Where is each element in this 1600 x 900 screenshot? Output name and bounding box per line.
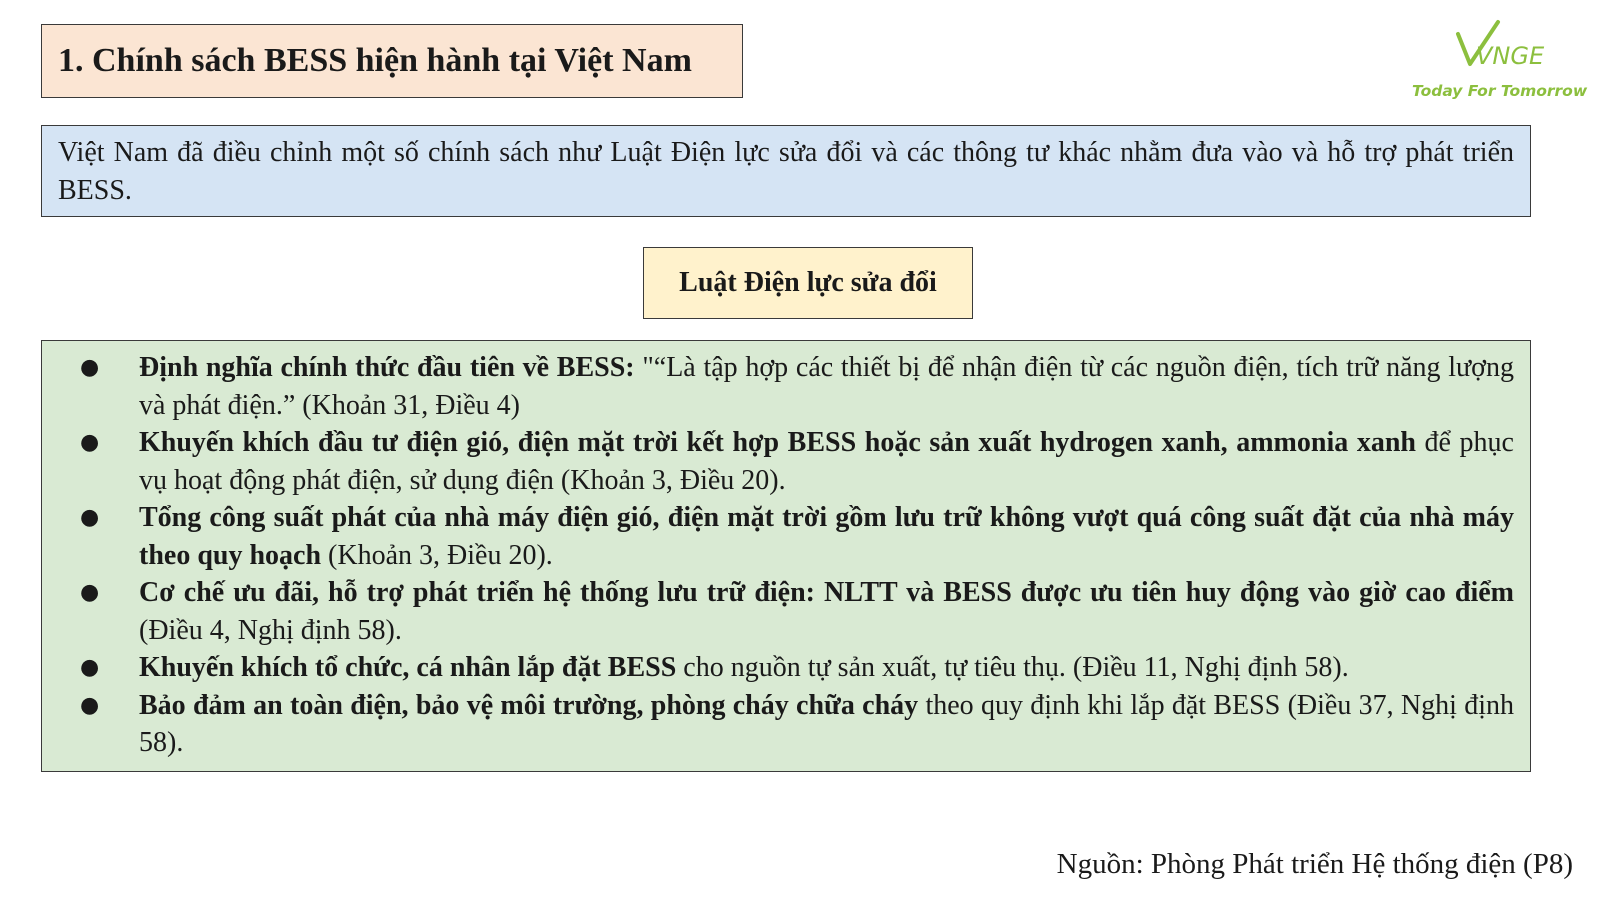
logo-mark-text: VNGE [1476, 42, 1545, 70]
policy-point-bold: Định nghĩa chính thức đầu tiên về BESS: [139, 352, 635, 383]
policy-point [42, 574, 1514, 649]
slide-title: 1. Chính sách BESS hiện hành tại Việt Nam [41, 24, 743, 98]
law-heading: Luật Điện lực sửa đổi [643, 247, 973, 319]
policy-point [42, 687, 1514, 762]
policy-point [42, 499, 1514, 574]
policy-point-bold: Khuyến khích đầu tư điện gió, điện mặt trời kết hợp BESS hoặc sản xuất hydrogen xanh, ammonia xanh [139, 427, 1416, 458]
intro-text: Việt Nam đã điều chỉnh một số chính sách như Luật Điện lực sửa đổi và các thông tư khác nhằm đưa vào và hỗ trợ phát triển BESS. [41, 125, 1531, 217]
policy-point-text: "“Là tập hợp các thiết bị để nhận điện từ các nguồn điện, tích trữ năng lượng và phát điện.” (Khoản 31, Điều 4) [139, 352, 1514, 421]
policy-point [42, 349, 1514, 424]
policy-points-box [41, 340, 1531, 772]
vnge-logo [1400, 16, 1588, 106]
policy-point [42, 649, 1514, 687]
policy-point-text: cho nguồn tự sản xuất, tự tiêu thụ. (Điều 11, Nghị định 58). [676, 652, 1349, 683]
bullet-icon: ● [80, 430, 100, 455]
source-note: Nguồn: Phòng Phát triển Hệ thống điện (P8) [1056, 848, 1573, 880]
bullet-icon: ● [80, 655, 100, 680]
bullet-icon: ● [80, 580, 100, 605]
policy-point-text: để phục vụ hoạt động phát điện, sử dụng điện (Khoản 3, Điều 20). [139, 427, 1514, 496]
policy-point-text: theo quy định khi lắp đặt BESS (Điều 37, Nghị định 58). [139, 689, 1514, 758]
policy-point-bold: Cơ chế ưu đãi, hỗ trợ phát triển hệ thống lưu trữ điện: NLTT và BESS được ưu tiên huy động vào giờ cao điểm [139, 577, 1514, 608]
bullet-icon: ● [80, 505, 100, 530]
policy-point-bold: Khuyến khích tổ chức, cá nhân lắp đặt BESS [139, 652, 677, 683]
policy-point-text: (Điều 4, Nghị định 58). [139, 614, 402, 646]
bullet-icon: ● [80, 355, 100, 380]
policy-point-text: (Khoản 3, Điều 20). [321, 539, 553, 571]
policy-point [42, 424, 1514, 499]
policy-point-bold: Bảo đảm an toàn điện, bảo vệ môi trường, phòng cháy chữa cháy [139, 689, 919, 721]
vnge-logo-icon [1440, 16, 1550, 76]
logo-tagline: Today For Tomorrow [1412, 82, 1588, 100]
policy-point-bold: Tổng công suất phát của nhà máy điện gió, điện mặt trời gồm lưu trữ không vượt quá công suất đặt của nhà máy theo quy hoạch [139, 502, 1514, 571]
policy-points-list [42, 349, 1514, 762]
bullet-icon: ● [80, 692, 100, 718]
